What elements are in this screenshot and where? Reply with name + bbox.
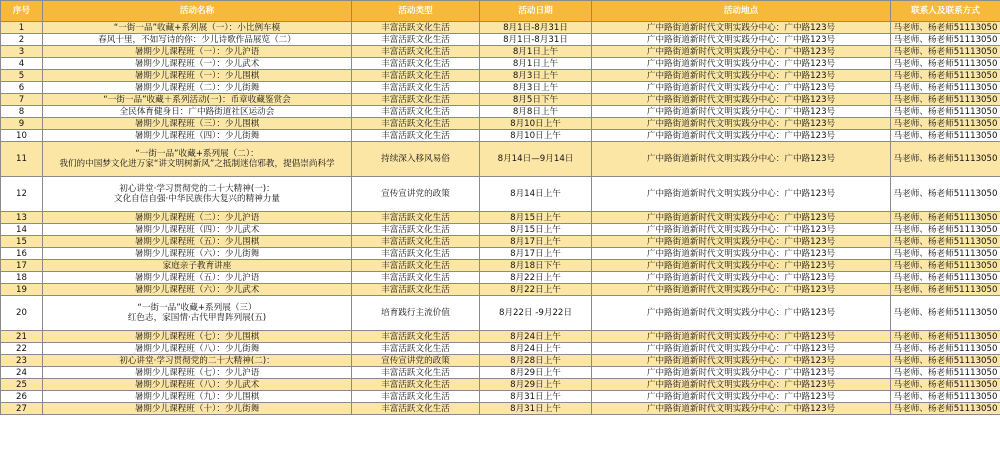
cell-date: 8月14日—9月14日 bbox=[480, 142, 592, 177]
cell-name: 暑期少儿课程班（五）：少儿围棋 bbox=[43, 236, 352, 248]
cell-type: 宣传宣讲党的政策 bbox=[352, 177, 480, 212]
cell-place: 广中路街道新时代文明实践分中心：广中路123号 bbox=[592, 70, 891, 82]
table-row bbox=[1, 82, 1000, 94]
cell-no: 7 bbox=[1, 94, 43, 106]
cell-name: 暑期少儿课程班（一）：少儿沪语 bbox=[43, 46, 352, 58]
table-row bbox=[1, 224, 1000, 236]
table-row bbox=[1, 70, 1000, 82]
cell-contact: 马老师、杨老师51113050 bbox=[891, 22, 1000, 34]
cell-name: 暑期少儿课程班（八）：少儿街舞 bbox=[43, 343, 352, 355]
cell-date: 8月22日上午 bbox=[480, 272, 592, 284]
cell-contact: 马老师、杨老师51113050 bbox=[891, 284, 1000, 296]
cell-type: 丰富活跃文化生活 bbox=[352, 22, 480, 34]
cell-type: 丰富活跃文化生活 bbox=[352, 343, 480, 355]
cell-contact: 马老师、杨老师51113050 bbox=[891, 224, 1000, 236]
cell-date: 8月17日上午 bbox=[480, 236, 592, 248]
cell-name: 全民体育健身日：广中路街道社区运动会 bbox=[43, 106, 352, 118]
table-row bbox=[1, 284, 1000, 296]
cell-place: 广中路街道新时代文明实践分中心：广中路123号 bbox=[592, 403, 891, 415]
cell-type: 丰富活跃文化生活 bbox=[352, 94, 480, 106]
cell-no: 10 bbox=[1, 130, 43, 142]
cell-no: 8 bbox=[1, 106, 43, 118]
table-row bbox=[1, 118, 1000, 130]
cell-date: 8月5日下午 bbox=[480, 94, 592, 106]
cell-date: 8月22日 -9月22日 bbox=[480, 296, 592, 331]
header-type: 活动类型 bbox=[352, 1, 480, 22]
cell-contact: 马老师、杨老师51113050 bbox=[891, 403, 1000, 415]
cell-contact: 马老师、杨老师51113050 bbox=[891, 58, 1000, 70]
cell-name-line2: 文化自信自强·中华民族伟大复兴的精神力量 bbox=[113, 194, 280, 204]
cell-type: 持续深入移风易俗 bbox=[352, 142, 480, 177]
cell-contact: 马老师、杨老师51113050 bbox=[891, 236, 1000, 248]
cell-date: 8月17日上午 bbox=[480, 248, 592, 260]
cell-name: 暑期少儿课程班（四）：少儿街舞 bbox=[43, 130, 352, 142]
table-row bbox=[1, 379, 1000, 391]
cell-name: 暑期少儿课程班（八）：少儿武术 bbox=[43, 379, 352, 391]
cell-no: 14 bbox=[1, 224, 43, 236]
cell-date: 8月10日上午 bbox=[480, 130, 592, 142]
cell-contact: 马老师、杨老师51113050 bbox=[891, 46, 1000, 58]
table-row bbox=[1, 343, 1000, 355]
cell-no: 1 bbox=[1, 22, 43, 34]
cell-no: 6 bbox=[1, 82, 43, 94]
header-place: 活动地点 bbox=[592, 1, 891, 22]
table-row bbox=[1, 391, 1000, 403]
cell-name-line1: 初心讲堂·学习贯彻党的二十大精神(一)： bbox=[119, 184, 275, 194]
cell-place: 广中路街道新时代文明实践分中心：广中路123号 bbox=[592, 22, 891, 34]
cell-name: 暑期少儿课程班（七）：少儿围棋 bbox=[43, 331, 352, 343]
table-row bbox=[1, 106, 1000, 118]
cell-type: 丰富活跃文化生活 bbox=[352, 403, 480, 415]
cell-date: 8月1日上午 bbox=[480, 58, 592, 70]
cell-no: 17 bbox=[1, 260, 43, 272]
cell-type: 丰富活跃文化生活 bbox=[352, 331, 480, 343]
cell-type: 丰富活跃文化生活 bbox=[352, 130, 480, 142]
table-row bbox=[1, 355, 1000, 367]
cell-place: 广中路街道新时代文明实践分中心：广中路123号 bbox=[592, 106, 891, 118]
cell-place: 广中路街道新时代文明实践分中心：广中路123号 bbox=[592, 58, 891, 70]
cell-date: 8月1日-8月31日 bbox=[480, 22, 592, 34]
cell-date: 8月29日上午 bbox=[480, 379, 592, 391]
table-row bbox=[1, 403, 1000, 415]
cell-name: “一街一品”收藏+系列展（一）：小比例车模 bbox=[43, 22, 352, 34]
cell-type: 培育践行主流价值 bbox=[352, 296, 480, 331]
cell-no: 19 bbox=[1, 284, 43, 296]
cell-no: 18 bbox=[1, 272, 43, 284]
cell-contact: 马老师、杨老师51113050 bbox=[891, 106, 1000, 118]
table-row bbox=[1, 94, 1000, 106]
cell-no: 15 bbox=[1, 236, 43, 248]
table-row bbox=[1, 260, 1000, 272]
cell-date: 8月22日上午 bbox=[480, 284, 592, 296]
cell-type: 丰富活跃文化生活 bbox=[352, 391, 480, 403]
cell-contact: 马老师、杨老师51113050 bbox=[891, 343, 1000, 355]
cell-place: 广中路街道新时代文明实践分中心：广中路123号 bbox=[592, 46, 891, 58]
header-date: 活动日期 bbox=[480, 1, 592, 22]
cell-no: 22 bbox=[1, 343, 43, 355]
cell-no: 25 bbox=[1, 379, 43, 391]
cell-name bbox=[43, 296, 352, 331]
cell-place: 广中路街道新时代文明实践分中心：广中路123号 bbox=[592, 118, 891, 130]
cell-type: 丰富活跃文化生活 bbox=[352, 118, 480, 130]
cell-type: 丰富活跃文化生活 bbox=[352, 248, 480, 260]
cell-date: 8月24日上午 bbox=[480, 331, 592, 343]
cell-type: 丰富活跃文化生活 bbox=[352, 284, 480, 296]
cell-date: 8月3日上午 bbox=[480, 70, 592, 82]
cell-date: 8月1日上午 bbox=[480, 46, 592, 58]
cell-type: 宣传宣讲党的政策 bbox=[352, 355, 480, 367]
cell-name bbox=[43, 177, 352, 212]
cell-place: 广中路街道新时代文明实践分中心：广中路123号 bbox=[592, 130, 891, 142]
cell-name: 暑期少儿课程班（五）：少儿沪语 bbox=[43, 272, 352, 284]
cell-no: 11 bbox=[1, 142, 43, 177]
cell-type: 丰富活跃文化生活 bbox=[352, 82, 480, 94]
cell-name: 春风十里，不如写诗的你：少儿诗歌作品展览（二） bbox=[43, 34, 352, 46]
table-row bbox=[1, 331, 1000, 343]
cell-name: 暑期少儿课程班（一）：少儿武术 bbox=[43, 58, 352, 70]
table-row bbox=[1, 22, 1000, 34]
table-header-row bbox=[1, 1, 1000, 22]
cell-place: 广中路街道新时代文明实践分中心：广中路123号 bbox=[592, 177, 891, 212]
cell-place: 广中路街道新时代文明实践分中心：广中路123号 bbox=[592, 34, 891, 46]
cell-contact: 马老师、杨老师51113050 bbox=[891, 94, 1000, 106]
cell-place: 广中路街道新时代文明实践分中心：广中路123号 bbox=[592, 355, 891, 367]
cell-name: 暑期少儿课程班（六）：少儿街舞 bbox=[43, 248, 352, 260]
cell-no: 21 bbox=[1, 331, 43, 343]
cell-date: 8月28日上午 bbox=[480, 355, 592, 367]
cell-place: 广中路街道新时代文明实践分中心：广中路123号 bbox=[592, 142, 891, 177]
cell-name: 暑期少儿课程班（四）：少儿武术 bbox=[43, 224, 352, 236]
cell-name: “一街一品”收藏＋系列活动(一)：币章收藏鉴赏会 bbox=[43, 94, 352, 106]
table-row bbox=[1, 236, 1000, 248]
cell-type: 丰富活跃文化生活 bbox=[352, 46, 480, 58]
cell-place: 广中路街道新时代文明实践分中心：广中路123号 bbox=[592, 94, 891, 106]
cell-type: 丰富活跃文化生活 bbox=[352, 367, 480, 379]
cell-name: 家庭亲子教育讲座 bbox=[43, 260, 352, 272]
cell-type: 丰富活跃文化生活 bbox=[352, 272, 480, 284]
cell-date: 8月15日上午 bbox=[480, 212, 592, 224]
cell-date: 8月10日上午 bbox=[480, 118, 592, 130]
cell-no: 20 bbox=[1, 296, 43, 331]
cell-place: 广中路街道新时代文明实践分中心：广中路123号 bbox=[592, 272, 891, 284]
cell-name: 暑期少儿课程班（十）：少儿街舞 bbox=[43, 403, 352, 415]
cell-date: 8月18日下午 bbox=[480, 260, 592, 272]
cell-type: 丰富活跃文化生活 bbox=[352, 236, 480, 248]
cell-place: 广中路街道新时代文明实践分中心：广中路123号 bbox=[592, 391, 891, 403]
cell-no: 27 bbox=[1, 403, 43, 415]
table-row bbox=[1, 177, 1000, 212]
cell-date: 8月8日上午 bbox=[480, 106, 592, 118]
table-row bbox=[1, 34, 1000, 46]
cell-date: 8月15日上午 bbox=[480, 224, 592, 236]
cell-type: 丰富活跃文化生活 bbox=[352, 212, 480, 224]
cell-name-line2: 红色志，家国情·古代甲胄阵列展(五) bbox=[127, 313, 267, 323]
header-no: 序号 bbox=[1, 1, 43, 22]
cell-place: 广中路街道新时代文明实践分中心：广中路123号 bbox=[592, 343, 891, 355]
cell-contact: 马老师、杨老师51113050 bbox=[891, 355, 1000, 367]
cell-contact: 马老师、杨老师51113050 bbox=[891, 82, 1000, 94]
cell-no: 24 bbox=[1, 367, 43, 379]
cell-type: 丰富活跃文化生活 bbox=[352, 34, 480, 46]
table-row bbox=[1, 46, 1000, 58]
cell-name-line2: 我们的中国梦文化进万家“讲文明树新风”之抵制迷信邪教，提倡崇尚科学 bbox=[59, 159, 335, 169]
cell-place: 广中路街道新时代文明实践分中心：广中路123号 bbox=[592, 367, 891, 379]
cell-name: 暑期少儿课程班（六）：少儿武术 bbox=[43, 284, 352, 296]
table-row bbox=[1, 248, 1000, 260]
cell-date: 8月1日-8月31日 bbox=[480, 34, 592, 46]
cell-place: 广中路街道新时代文明实践分中心：广中路123号 bbox=[592, 284, 891, 296]
cell-place: 广中路街道新时代文明实践分中心：广中路123号 bbox=[592, 82, 891, 94]
cell-no: 5 bbox=[1, 70, 43, 82]
cell-contact: 马老师、杨老师51113050 bbox=[891, 130, 1000, 142]
cell-contact: 马老师、杨老师51113050 bbox=[891, 379, 1000, 391]
cell-name: 暑期少儿课程班（七）：少儿沪语 bbox=[43, 367, 352, 379]
cell-place: 广中路街道新时代文明实践分中心：广中路123号 bbox=[592, 331, 891, 343]
cell-date: 8月31日上午 bbox=[480, 403, 592, 415]
cell-place: 广中路街道新时代文明实践分中心：广中路123号 bbox=[592, 296, 891, 331]
cell-no: 3 bbox=[1, 46, 43, 58]
header-contact: 联系人及联系方式 bbox=[891, 1, 1000, 22]
cell-contact: 马老师、杨老师51113050 bbox=[891, 212, 1000, 224]
cell-no: 26 bbox=[1, 391, 43, 403]
cell-no: 16 bbox=[1, 248, 43, 260]
cell-date: 8月14日上午 bbox=[480, 177, 592, 212]
cell-contact: 马老师、杨老师51113050 bbox=[891, 142, 1000, 177]
cell-contact: 马老师、杨老师51113050 bbox=[891, 367, 1000, 379]
cell-name bbox=[43, 142, 352, 177]
cell-name: 暑期少儿课程班（二）：少儿街舞 bbox=[43, 82, 352, 94]
cell-name-line1: “一街一品”收藏+系列展（三） bbox=[137, 303, 257, 313]
cell-type: 丰富活跃文化生活 bbox=[352, 379, 480, 391]
cell-contact: 马老师、杨老师51113050 bbox=[891, 331, 1000, 343]
cell-place: 广中路街道新时代文明实践分中心：广中路123号 bbox=[592, 236, 891, 248]
cell-contact: 马老师、杨老师51113050 bbox=[891, 260, 1000, 272]
table-row bbox=[1, 130, 1000, 142]
cell-date: 8月3日上午 bbox=[480, 82, 592, 94]
cell-no: 9 bbox=[1, 118, 43, 130]
cell-type: 丰富活跃文化生活 bbox=[352, 70, 480, 82]
cell-date: 8月24日上午 bbox=[480, 343, 592, 355]
table-row bbox=[1, 212, 1000, 224]
cell-name-line1: “一街一品”收藏+系列展（二）： bbox=[135, 149, 259, 159]
cell-place: 广中路街道新时代文明实践分中心：广中路123号 bbox=[592, 260, 891, 272]
cell-name: 暑期少儿课程班（三）：少儿围棋 bbox=[43, 118, 352, 130]
cell-name: 暑期少儿课程班（九）：少儿围棋 bbox=[43, 391, 352, 403]
cell-place: 广中路街道新时代文明实践分中心：广中路123号 bbox=[592, 379, 891, 391]
table-row bbox=[1, 58, 1000, 70]
table-row bbox=[1, 367, 1000, 379]
cell-no: 23 bbox=[1, 355, 43, 367]
cell-contact: 马老师、杨老师51113050 bbox=[891, 70, 1000, 82]
cell-contact: 马老师、杨老师51113050 bbox=[891, 118, 1000, 130]
cell-date: 8月29日上午 bbox=[480, 367, 592, 379]
cell-type: 丰富活跃文化生活 bbox=[352, 260, 480, 272]
cell-contact: 马老师、杨老师51113050 bbox=[891, 296, 1000, 331]
cell-no: 13 bbox=[1, 212, 43, 224]
table-row bbox=[1, 272, 1000, 284]
cell-contact: 马老师、杨老师51113050 bbox=[891, 248, 1000, 260]
cell-no: 2 bbox=[1, 34, 43, 46]
cell-contact: 马老师、杨老师51113050 bbox=[891, 272, 1000, 284]
cell-name: 暑期少儿课程班（一）：少儿围棋 bbox=[43, 70, 352, 82]
cell-no: 12 bbox=[1, 177, 43, 212]
cell-contact: 马老师、杨老师51113050 bbox=[891, 391, 1000, 403]
header-name: 活动名称 bbox=[43, 1, 352, 22]
cell-type: 丰富活跃文化生活 bbox=[352, 106, 480, 118]
cell-type: 丰富活跃文化生活 bbox=[352, 224, 480, 236]
cell-place: 广中路街道新时代文明实践分中心：广中路123号 bbox=[592, 224, 891, 236]
cell-place: 广中路街道新时代文明实践分中心：广中路123号 bbox=[592, 212, 891, 224]
cell-contact: 马老师、杨老师51113050 bbox=[891, 34, 1000, 46]
cell-place: 广中路街道新时代文明实践分中心：广中路123号 bbox=[592, 248, 891, 260]
cell-contact: 马老师、杨老师51113050 bbox=[891, 177, 1000, 212]
cell-type: 丰富活跃文化生活 bbox=[352, 58, 480, 70]
table-row bbox=[1, 296, 1000, 331]
cell-name: 暑期少儿课程班（二）：少儿沪语 bbox=[43, 212, 352, 224]
table-row bbox=[1, 142, 1000, 177]
cell-date: 8月31日上午 bbox=[480, 391, 592, 403]
cell-no: 4 bbox=[1, 58, 43, 70]
cell-name: 初心讲堂·学习贯彻党的二十大精神(二)： bbox=[43, 355, 352, 367]
